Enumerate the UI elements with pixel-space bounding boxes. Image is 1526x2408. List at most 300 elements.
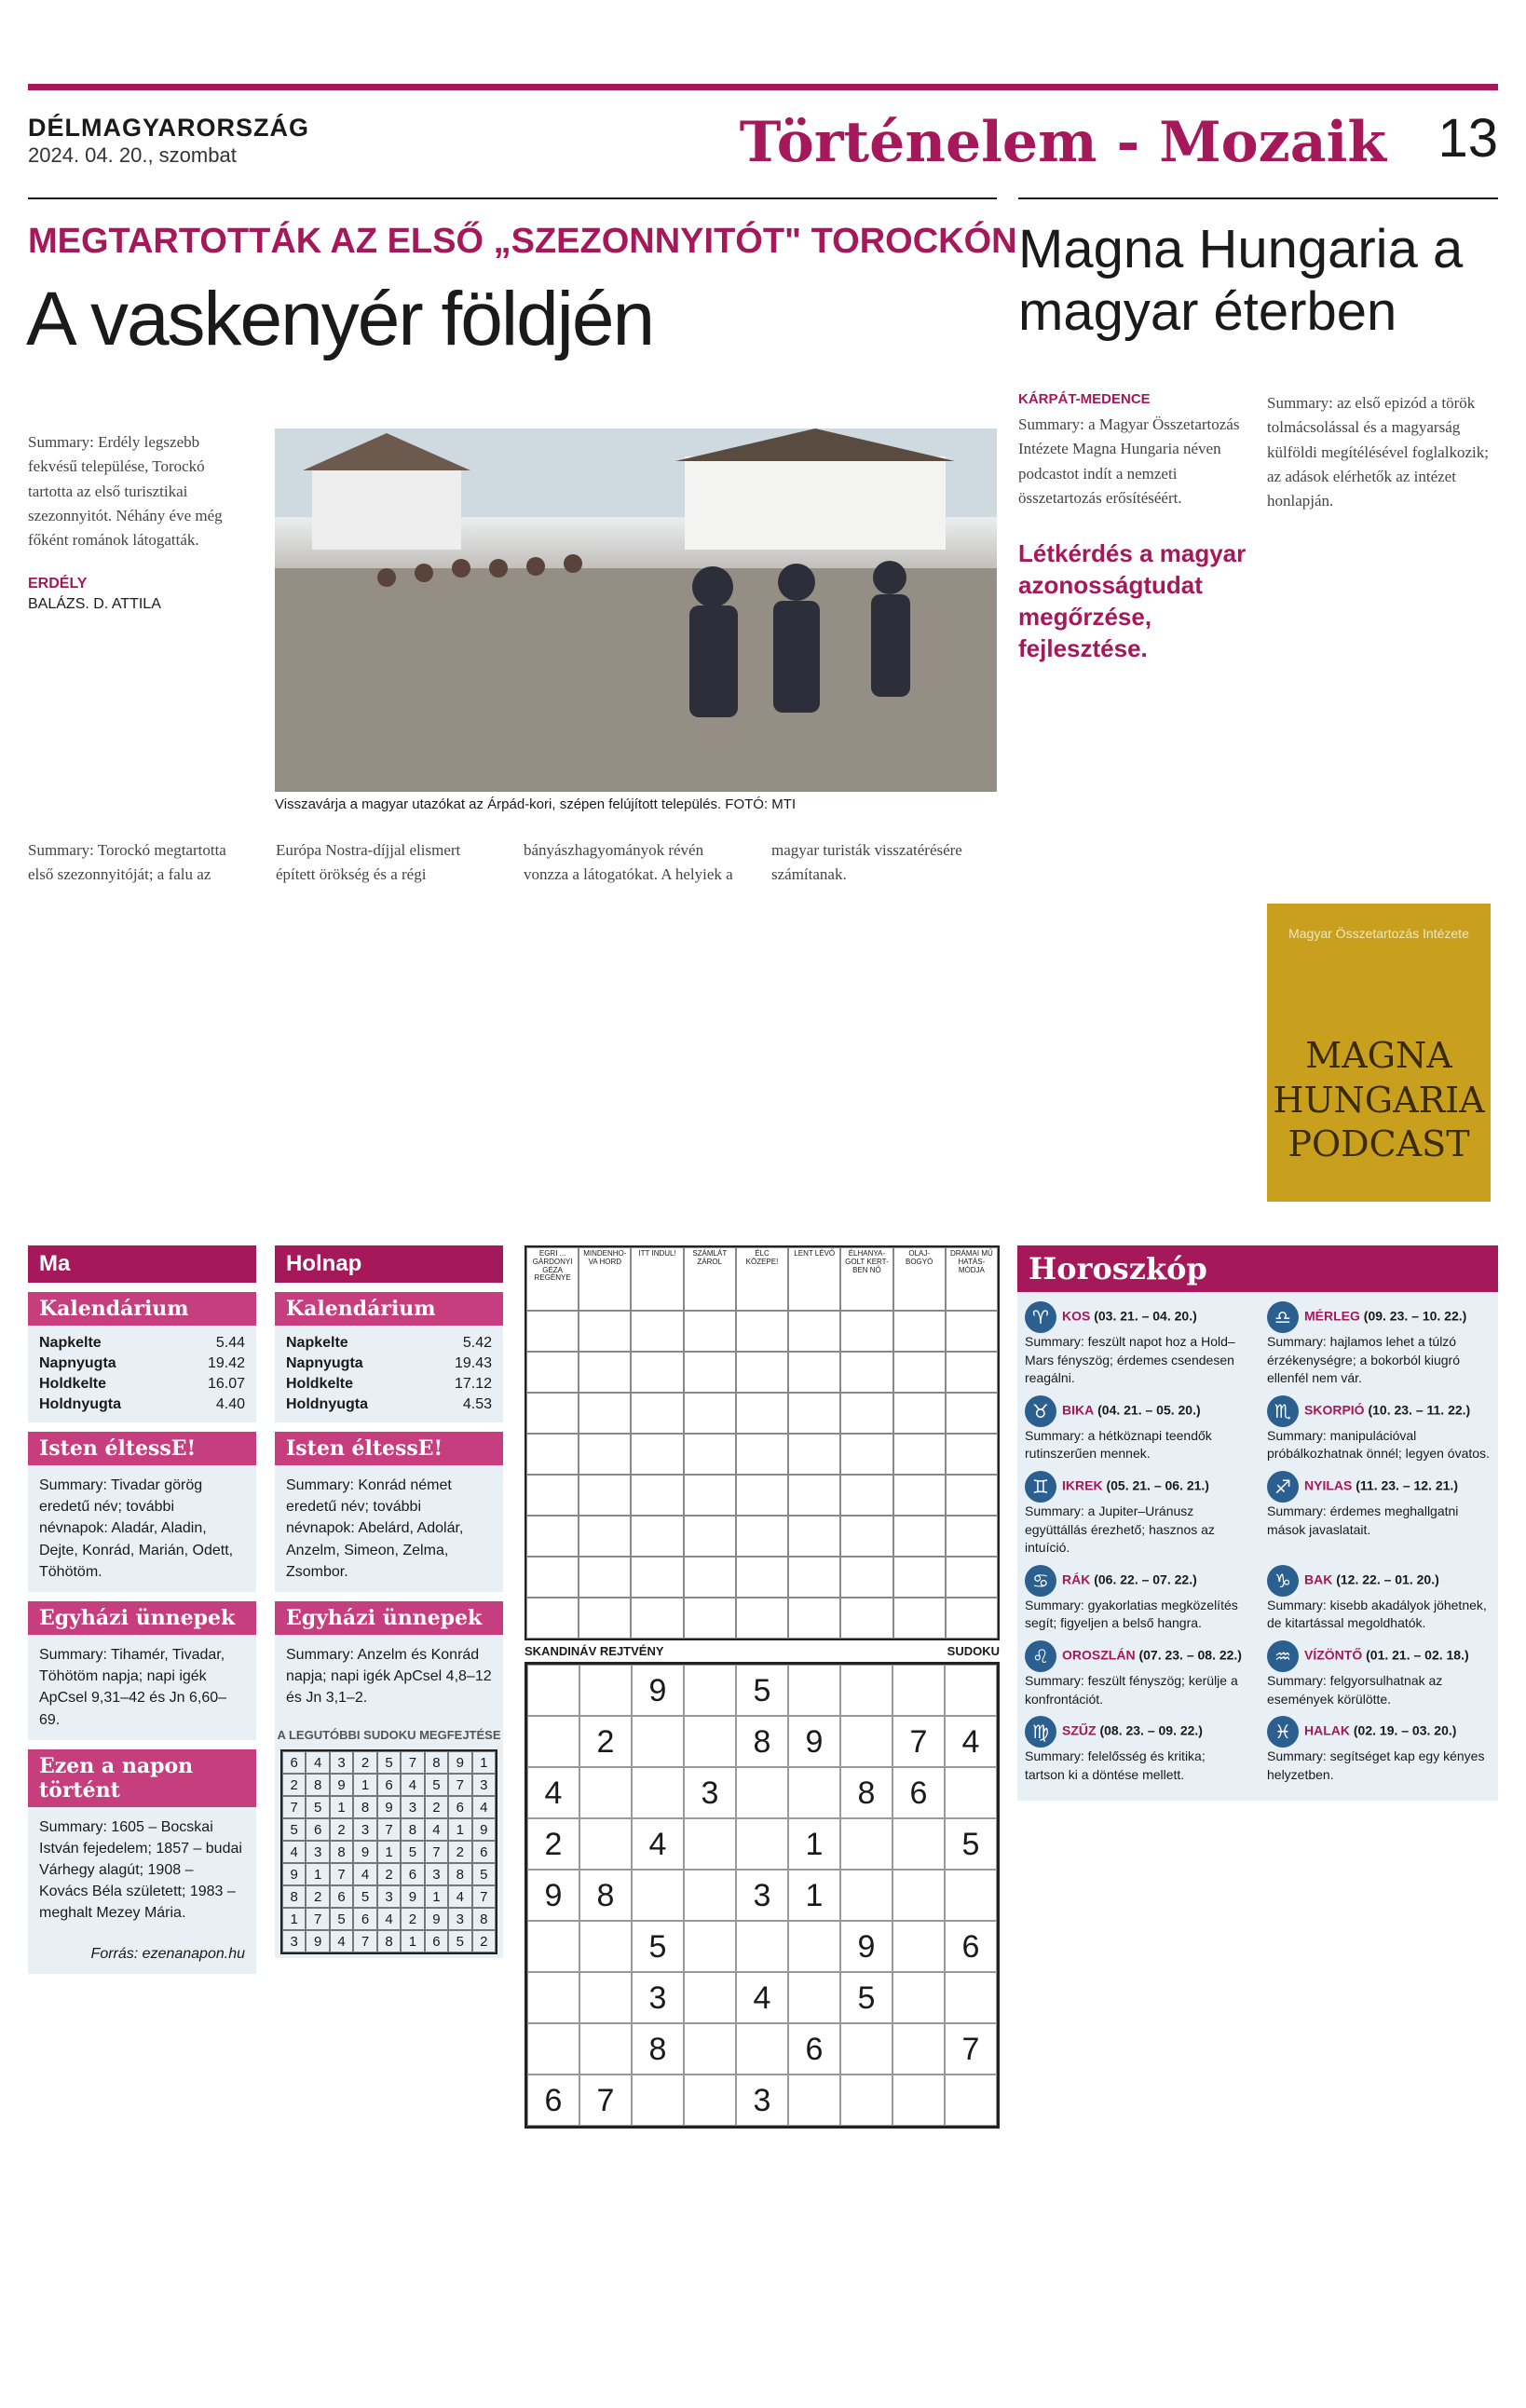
crossword-cell[interactable] <box>631 1311 683 1352</box>
tomorrow-title: Holnap <box>275 1245 503 1283</box>
crossword-cell[interactable] <box>946 1352 998 1393</box>
crossword-cell[interactable] <box>946 1516 998 1557</box>
sudoku-cell[interactable] <box>892 1972 945 2023</box>
sudoku-cell[interactable]: 8 <box>840 1767 892 1818</box>
crossword-clue: LENT LÉVŐ <box>788 1247 840 1311</box>
header-rule-side <box>1018 197 1498 199</box>
solution-cell: 3 <box>472 1774 496 1796</box>
horoscope-sign <box>1025 1716 1248 1784</box>
side-title: Magna Hungaria a magyar éterben <box>1018 219 1464 342</box>
solution-cell: 3 <box>401 1796 424 1818</box>
sudoku-cell[interactable] <box>840 1818 892 1870</box>
crossword-cell[interactable] <box>840 1516 892 1557</box>
sudoku-cell[interactable] <box>736 1921 788 1972</box>
crossword-cell[interactable] <box>684 1475 736 1516</box>
solution-cell: 9 <box>353 1841 376 1863</box>
solution-cell: 6 <box>330 1885 353 1908</box>
solution-cell: 3 <box>330 1751 353 1774</box>
solution-cell: 1 <box>472 1751 496 1774</box>
sudoku-cell[interactable] <box>945 2075 997 2126</box>
crossword-cell[interactable] <box>788 1352 840 1393</box>
crossword-clue: ÉLC KÖZEPE! <box>736 1247 788 1311</box>
solution-cell: 8 <box>353 1796 376 1818</box>
crossword-cell[interactable] <box>631 1557 683 1598</box>
sudoku-cell[interactable]: 9 <box>788 1716 840 1767</box>
sudoku-cell[interactable] <box>684 1716 736 1767</box>
crossword-cell[interactable] <box>736 1598 788 1639</box>
crossword-clue: EGRI ... GÁRDONYI GÉZA REGÉNYE <box>526 1247 579 1311</box>
sudoku-cell[interactable] <box>945 1870 997 1921</box>
horoscope-sign <box>1267 1716 1491 1784</box>
sudoku-cell[interactable] <box>892 1870 945 1921</box>
tomorrow-church-title: Egyházi ünnepek <box>275 1601 503 1635</box>
solution-cell: 7 <box>377 1818 401 1841</box>
tomorrow-church-text: Summary: Anzelm és Konrád napja; napi igék ApCsel 4,8–12 és Jn 3,1–2. <box>275 1635 503 1719</box>
solution-cell: 5 <box>377 1751 401 1774</box>
sudoku-cell[interactable] <box>736 2023 788 2075</box>
photo-illustration <box>275 429 997 792</box>
today-church-title: Egyházi ünnepek <box>28 1601 256 1635</box>
solution-cell: 9 <box>306 1930 329 1952</box>
sudoku-cell[interactable]: 7 <box>579 2075 632 2126</box>
sudoku-cell[interactable]: 5 <box>632 1921 684 1972</box>
sudoku-cell[interactable] <box>684 1972 736 2023</box>
crossword-clue: MINDENHO-VA HORD <box>579 1247 631 1311</box>
crossword-cell[interactable] <box>631 1352 683 1393</box>
today-history-text: Summary: 1605 – Bocskai István fejedelem; 1857 – budai Várhegy alagút; 1908 – Kovács Béla született; 1983 – meghalt Mezey Mária. <box>28 1807 256 1934</box>
crossword-cell[interactable] <box>788 1475 840 1516</box>
sudoku-cell[interactable]: 9 <box>527 1870 579 1921</box>
horoscope-sign <box>1267 1301 1491 1388</box>
sudoku-cell[interactable] <box>527 1665 579 1716</box>
crossword-cell[interactable] <box>893 1393 946 1434</box>
crossword-cell[interactable] <box>840 1393 892 1434</box>
solution-cell: 4 <box>377 1908 401 1930</box>
solution-cell: 3 <box>353 1818 376 1841</box>
puzzle-labels <box>525 1644 1000 1658</box>
crossword-cell[interactable] <box>893 1475 946 1516</box>
sudoku-cell[interactable] <box>684 1665 736 1716</box>
sudoku-cell[interactable]: 2 <box>579 1716 632 1767</box>
solution-cell: 3 <box>282 1930 306 1952</box>
crossword-cell[interactable] <box>579 1434 631 1475</box>
sign-name: SKORPIÓ <box>1304 1402 1365 1418</box>
crossword-cell[interactable] <box>946 1557 998 1598</box>
zodiac-icon: ♍ <box>1025 1716 1056 1748</box>
sudoku-cell[interactable]: 7 <box>892 1716 945 1767</box>
solution-cell: 1 <box>377 1841 401 1863</box>
sudoku-cell[interactable]: 7 <box>945 2023 997 2075</box>
crossword-clue: ITT INDUL! <box>631 1247 683 1311</box>
crossword-cell[interactable] <box>631 1393 683 1434</box>
crossword-cell[interactable] <box>684 1557 736 1598</box>
solution-cell: 8 <box>282 1885 306 1908</box>
today-nameday-title: Isten éltessE! <box>28 1432 256 1465</box>
solution-cell: 8 <box>425 1751 448 1774</box>
tomorrow-calendar <box>275 1326 503 1422</box>
sudoku-cell[interactable]: 4 <box>945 1716 997 1767</box>
crossword-cell[interactable] <box>684 1393 736 1434</box>
sudoku-cell[interactable]: 9 <box>632 1665 684 1716</box>
solution-cell: 1 <box>401 1930 424 1952</box>
crossword-cell[interactable] <box>736 1352 788 1393</box>
crossword-cell[interactable] <box>893 1352 946 1393</box>
crossword-cell[interactable] <box>946 1598 998 1639</box>
crossword-cell[interactable] <box>946 1311 998 1352</box>
sign-text: Summary: kisebb akadályok jöhetnek, de kitartással megoldhatók. <box>1267 1597 1487 1631</box>
today-row: Holdnyugta 4.40 <box>39 1396 245 1412</box>
crossword-cell[interactable] <box>526 1434 579 1475</box>
horoscope-sign <box>1025 1301 1248 1388</box>
sudoku-cell[interactable] <box>736 1767 788 1818</box>
podcast-title: MAGNA HUNGARIA PODCAST <box>1273 1035 1485 1164</box>
solution-cell: 4 <box>472 1796 496 1818</box>
crossword-cell[interactable] <box>526 1352 579 1393</box>
solution-cell: 6 <box>425 1930 448 1952</box>
crossword-cell[interactable] <box>526 1598 579 1639</box>
sign-name: KOS <box>1062 1308 1091 1324</box>
crossword-cell[interactable] <box>840 1557 892 1598</box>
sudoku-cell[interactable] <box>527 1972 579 2023</box>
horoscope <box>1017 1245 1498 1801</box>
solution-cell: 6 <box>377 1774 401 1796</box>
today-title: Ma <box>28 1245 256 1283</box>
sudoku-cell[interactable] <box>788 1972 840 2023</box>
crossword-cell[interactable] <box>840 1311 892 1352</box>
sudoku-cell[interactable] <box>579 1767 632 1818</box>
sign-dates: (03. 21. – 04. 20.) <box>1094 1308 1197 1324</box>
sudoku-cell[interactable] <box>684 2075 736 2126</box>
sign-dates: (01. 21. – 02. 18.) <box>1366 1647 1469 1663</box>
solution-cell: 7 <box>306 1908 329 1930</box>
history-source: Forrás: ezenanapon.hu <box>28 1934 256 1974</box>
solution-cell: 7 <box>472 1885 496 1908</box>
solution-cell: 6 <box>472 1841 496 1863</box>
sudoku-cell[interactable] <box>945 1972 997 2023</box>
sudoku-cell[interactable] <box>736 1818 788 1870</box>
sudoku-cell[interactable]: 9 <box>840 1921 892 1972</box>
podcast-ad <box>1267 904 1491 1202</box>
sudoku-cell[interactable]: 4 <box>527 1767 579 1818</box>
sign-name: IKREK <box>1062 1477 1103 1493</box>
zodiac-icon: ♊ <box>1025 1471 1056 1503</box>
solution-cell: 5 <box>306 1796 329 1818</box>
crossword-clue: DRÁMAI MŰ HATÁS-MÓDJA <box>946 1247 998 1311</box>
sudoku-cell[interactable] <box>892 1665 945 1716</box>
sudoku-cell[interactable]: 5 <box>945 1818 997 1870</box>
sudoku-cell[interactable] <box>840 1716 892 1767</box>
sign-text: Summary: gyakorlatias megközelítés segít; figyeljen a belső hangra. <box>1025 1597 1238 1631</box>
crossword-cell[interactable] <box>526 1475 579 1516</box>
crossword-cell[interactable] <box>736 1311 788 1352</box>
solution-cell: 8 <box>306 1774 329 1796</box>
sign-text: Summary: a hétköznapi teendők rutinszerűen mennek. <box>1025 1427 1212 1462</box>
sudoku-cell[interactable] <box>840 2023 892 2075</box>
zodiac-icon: ♈ <box>1025 1301 1056 1333</box>
horoscope-sign <box>1267 1395 1491 1463</box>
issue-date: 2024. 04. 20., szombat <box>28 143 237 167</box>
crossword <box>525 1245 1000 2129</box>
crossword-cell[interactable] <box>684 1352 736 1393</box>
sudoku-cell[interactable] <box>579 1972 632 2023</box>
solution-cell: 7 <box>448 1774 471 1796</box>
solution-cell: 6 <box>306 1818 329 1841</box>
sudoku-cell[interactable] <box>892 1921 945 1972</box>
sudoku-cell[interactable] <box>632 1716 684 1767</box>
zodiac-icon: ♑ <box>1267 1565 1299 1597</box>
crossword-cell[interactable] <box>946 1434 998 1475</box>
crossword-cell[interactable] <box>893 1557 946 1598</box>
sudoku-cell[interactable]: 3 <box>632 1972 684 2023</box>
zodiac-icon: ♓ <box>1267 1716 1299 1748</box>
sudoku-cell[interactable] <box>527 1716 579 1767</box>
crossword-cell[interactable] <box>736 1393 788 1434</box>
crossword-cell[interactable] <box>736 1475 788 1516</box>
crossword-cell[interactable] <box>631 1434 683 1475</box>
article-author: BALÁZS. D. ATTILA <box>28 595 161 612</box>
crossword-cell[interactable] <box>893 1434 946 1475</box>
sign-name: BAK <box>1304 1571 1333 1587</box>
sudoku-cell[interactable] <box>840 1870 892 1921</box>
solution-cell: 9 <box>425 1908 448 1930</box>
crossword-cell[interactable] <box>893 1311 946 1352</box>
solution-cell: 5 <box>401 1841 424 1863</box>
sudoku-cell[interactable]: 4 <box>632 1818 684 1870</box>
sudoku-cell[interactable]: 1 <box>788 1870 840 1921</box>
zodiac-icon: ♌ <box>1025 1640 1056 1672</box>
horoscope-sign <box>1025 1471 1248 1558</box>
crossword-cell[interactable] <box>946 1393 998 1434</box>
solution-cell: 5 <box>472 1863 496 1885</box>
crossword-cell[interactable] <box>840 1475 892 1516</box>
solution-cell: 1 <box>448 1818 471 1841</box>
tomorrow-row: Napkelte 5.42 <box>286 1335 492 1351</box>
solution-cell: 2 <box>425 1796 448 1818</box>
sudoku-cell[interactable] <box>684 2023 736 2075</box>
solution-cell: 7 <box>282 1796 306 1818</box>
crossword-cell[interactable] <box>579 1598 631 1639</box>
sudoku-cell[interactable] <box>840 2075 892 2126</box>
horoscope-sign <box>1267 1640 1491 1708</box>
solution-cell: 8 <box>377 1930 401 1952</box>
crossword-cell[interactable] <box>736 1434 788 1475</box>
solution-cell: 6 <box>353 1908 376 1930</box>
crossword-clue: ÉLHANYA-GOLT KERT-BEN NŐ <box>840 1247 892 1311</box>
sudoku-cell[interactable] <box>892 2075 945 2126</box>
crossword-cell[interactable] <box>579 1475 631 1516</box>
sudoku-cell[interactable] <box>788 2075 840 2126</box>
sign-dates: (04. 21. – 05. 20.) <box>1097 1402 1201 1418</box>
sign-name: VÍZÖNTŐ <box>1304 1647 1363 1663</box>
sudoku-cell[interactable] <box>892 2023 945 2075</box>
crossword-cell[interactable] <box>788 1516 840 1557</box>
solution-cell: 1 <box>282 1908 306 1930</box>
solution-cell: 1 <box>353 1774 376 1796</box>
solution-cell: 3 <box>306 1841 329 1863</box>
crossword-cell[interactable] <box>579 1393 631 1434</box>
sudoku-cell[interactable] <box>945 1665 997 1716</box>
sudoku-cell[interactable] <box>684 1921 736 1972</box>
crossword-cell[interactable] <box>946 1475 998 1516</box>
article-region: ERDÉLY <box>28 575 88 592</box>
today-history-title: Ezen a napon történt <box>28 1749 256 1807</box>
zodiac-icon: ♎ <box>1267 1301 1299 1333</box>
sign-name: NYILAS <box>1304 1477 1353 1493</box>
horoscope-sign <box>1025 1565 1248 1633</box>
solution-cell: 9 <box>282 1863 306 1885</box>
sudoku-cell[interactable] <box>579 1921 632 1972</box>
zodiac-icon: ♋ <box>1025 1565 1056 1597</box>
top-accent-bar <box>28 84 1498 90</box>
sudoku-cell[interactable] <box>684 1870 736 1921</box>
sudoku-cell[interactable] <box>788 1665 840 1716</box>
sudoku-cell[interactable]: 6 <box>527 2075 579 2126</box>
crossword-cell[interactable] <box>631 1475 683 1516</box>
solution-cell: 8 <box>330 1841 353 1863</box>
tomorrow-panel <box>275 1245 503 1958</box>
tomorrow-nameday-text: Summary: Konrád német eredetű név; további névnapok: Abelárd, Adolár, Anzelm, Simeon, Zelma, Zsombor. <box>275 1465 503 1592</box>
sudoku-cell[interactable] <box>684 1818 736 1870</box>
crossword-cell[interactable] <box>788 1393 840 1434</box>
crossword-cell[interactable] <box>788 1557 840 1598</box>
today-nameday-text: Summary: Tivadar görög eredetű név; további névnapok: Aladár, Aladin, Dejte, Konrád, Marián, Odett, Töhötöm. <box>28 1465 256 1592</box>
sudoku-cell[interactable]: 3 <box>684 1767 736 1818</box>
solution-cell: 4 <box>425 1818 448 1841</box>
sudoku-cell[interactable]: 1 <box>788 1818 840 1870</box>
crossword-cell[interactable] <box>840 1598 892 1639</box>
sudoku-cell[interactable] <box>579 1818 632 1870</box>
sudoku-cell[interactable]: 3 <box>736 1870 788 1921</box>
crossword-cell[interactable] <box>579 1311 631 1352</box>
today-calendar <box>28 1326 256 1422</box>
sudoku-cell[interactable]: 2 <box>527 1818 579 1870</box>
sudoku-cell[interactable]: 8 <box>579 1870 632 1921</box>
crossword-clue: SZÁMLÁT ZÁROL <box>684 1247 736 1311</box>
crossword-cell[interactable] <box>684 1434 736 1475</box>
solution-cell: 9 <box>472 1818 496 1841</box>
sudoku-cell[interactable]: 8 <box>632 2023 684 2075</box>
solution-cell: 8 <box>448 1863 471 1885</box>
sudoku-cell[interactable] <box>632 1767 684 1818</box>
sudoku-cell[interactable]: 8 <box>736 1716 788 1767</box>
today-row: Napkelte 5.44 <box>39 1335 245 1351</box>
crossword-cell[interactable] <box>840 1434 892 1475</box>
solution-cell: 5 <box>448 1930 471 1952</box>
horoscope-sign <box>1267 1565 1491 1633</box>
solution-cell: 7 <box>425 1841 448 1863</box>
solution-cell: 2 <box>377 1863 401 1885</box>
sudoku-cell[interactable]: 6 <box>788 2023 840 2075</box>
sudoku-cell[interactable] <box>788 1921 840 1972</box>
sudoku-cell[interactable] <box>892 1818 945 1870</box>
crossword-cell[interactable] <box>736 1557 788 1598</box>
sudoku-cell[interactable] <box>527 1921 579 1972</box>
crossword-cell[interactable] <box>736 1516 788 1557</box>
sudoku-cell[interactable]: 6 <box>892 1767 945 1818</box>
crossword-cell[interactable] <box>526 1557 579 1598</box>
crossword-cell[interactable] <box>684 1516 736 1557</box>
solution-cell: 2 <box>448 1841 471 1863</box>
solution-cell: 7 <box>401 1751 424 1774</box>
crossword-cell[interactable] <box>526 1393 579 1434</box>
sign-dates: (10. 23. – 11. 22.) <box>1368 1402 1471 1418</box>
solution-cell: 1 <box>425 1885 448 1908</box>
solution-cell: 2 <box>401 1908 424 1930</box>
solution-cell: 2 <box>282 1774 306 1796</box>
sudoku-cell[interactable] <box>527 2023 579 2075</box>
sign-dates: (06. 22. – 07. 22.) <box>1094 1571 1197 1587</box>
crossword-cell[interactable] <box>893 1516 946 1557</box>
sudoku-cell[interactable] <box>788 1767 840 1818</box>
crossword-cell[interactable] <box>526 1516 579 1557</box>
sudoku-solution-box <box>275 1719 503 1958</box>
sudoku-cell[interactable]: 6 <box>945 1921 997 1972</box>
sudoku-cell[interactable] <box>945 1767 997 1818</box>
crossword-cell[interactable] <box>840 1352 892 1393</box>
crossword-cell[interactable] <box>788 1434 840 1475</box>
crossword-cell[interactable] <box>631 1598 683 1639</box>
sudoku-cell[interactable]: 5 <box>840 1972 892 2023</box>
today-row: Holdkelte 16.07 <box>39 1376 245 1392</box>
crossword-cell[interactable] <box>684 1598 736 1639</box>
solution-cell: 8 <box>472 1908 496 1930</box>
article-lead-box <box>28 430 252 613</box>
crossword-cell[interactable] <box>684 1311 736 1352</box>
sign-name: SZŰZ <box>1062 1722 1097 1738</box>
sign-dates: (07. 23. – 08. 22.) <box>1138 1647 1242 1663</box>
zodiac-icon: ♒ <box>1267 1640 1299 1672</box>
crossword-cell[interactable] <box>893 1598 946 1639</box>
side-column-2: Summary: az első epizód a török tolmácsolással és a magyarság külföldi megítélésével foglalkozik; az adások elérhetők az intézet honlapján. <box>1267 394 1489 510</box>
crossword-cell[interactable] <box>631 1516 683 1557</box>
crossword-cell[interactable] <box>579 1557 631 1598</box>
sign-name: HALAK <box>1304 1722 1350 1738</box>
tomorrow-row: Holdnyugta 4.53 <box>286 1396 492 1412</box>
sudoku-cell[interactable]: 4 <box>736 1972 788 2023</box>
today-church-text: Summary: Tihamér, Tivadar, Töhötöm napja; napi igék ApCsel 9,31–42 és Jn 6,60–69. <box>28 1635 256 1740</box>
sudoku-cell[interactable] <box>632 1870 684 1921</box>
today-calendar-title: Kalendárium <box>28 1292 256 1326</box>
horoscope-title: Horoszkóp <box>1017 1245 1498 1292</box>
solution-cell: 8 <box>401 1818 424 1841</box>
sudoku-cell[interactable]: 3 <box>736 2075 788 2126</box>
solution-cell: 2 <box>353 1751 376 1774</box>
zodiac-icon: ♐ <box>1267 1471 1299 1503</box>
sudoku-solution-label: A LEGUTÓBBI SUDOKU MEGFEJTÉSE <box>277 1727 501 1742</box>
sign-dates: (09. 23. – 10. 22.) <box>1363 1308 1467 1324</box>
solution-cell: 4 <box>306 1751 329 1774</box>
sudoku-cell[interactable] <box>579 2023 632 2075</box>
solution-cell: 7 <box>330 1863 353 1885</box>
sudoku-cell[interactable]: 5 <box>736 1665 788 1716</box>
crossword-clue: OLAJ-BOGYÓ <box>893 1247 946 1311</box>
crossword-cell[interactable] <box>579 1516 631 1557</box>
sudoku-cell[interactable] <box>632 2075 684 2126</box>
sign-name: MÉRLEG <box>1304 1308 1360 1324</box>
solution-cell: 2 <box>472 1930 496 1952</box>
article-body-columns: Summary: Torockó megtartotta első szezonnyitóját; a falu az Európa Nostra-díjjal elismert épített örökség és a régi bányászhagyományok révén vonzza a látogatókat. A helyiek a magyar turisták visszatérésére számítanak. <box>28 841 962 884</box>
solution-cell: 9 <box>448 1751 471 1774</box>
tomorrow-nameday-title: Isten éltessE! <box>275 1432 503 1465</box>
sudoku-cell[interactable] <box>840 1665 892 1716</box>
crossword-cell[interactable] <box>526 1311 579 1352</box>
solution-cell: 4 <box>448 1885 471 1908</box>
crossword-cell[interactable] <box>788 1311 840 1352</box>
crossword-cell[interactable] <box>788 1598 840 1639</box>
crossword-cell[interactable] <box>579 1352 631 1393</box>
solution-cell: 2 <box>306 1885 329 1908</box>
sudoku-cell[interactable] <box>579 1665 632 1716</box>
